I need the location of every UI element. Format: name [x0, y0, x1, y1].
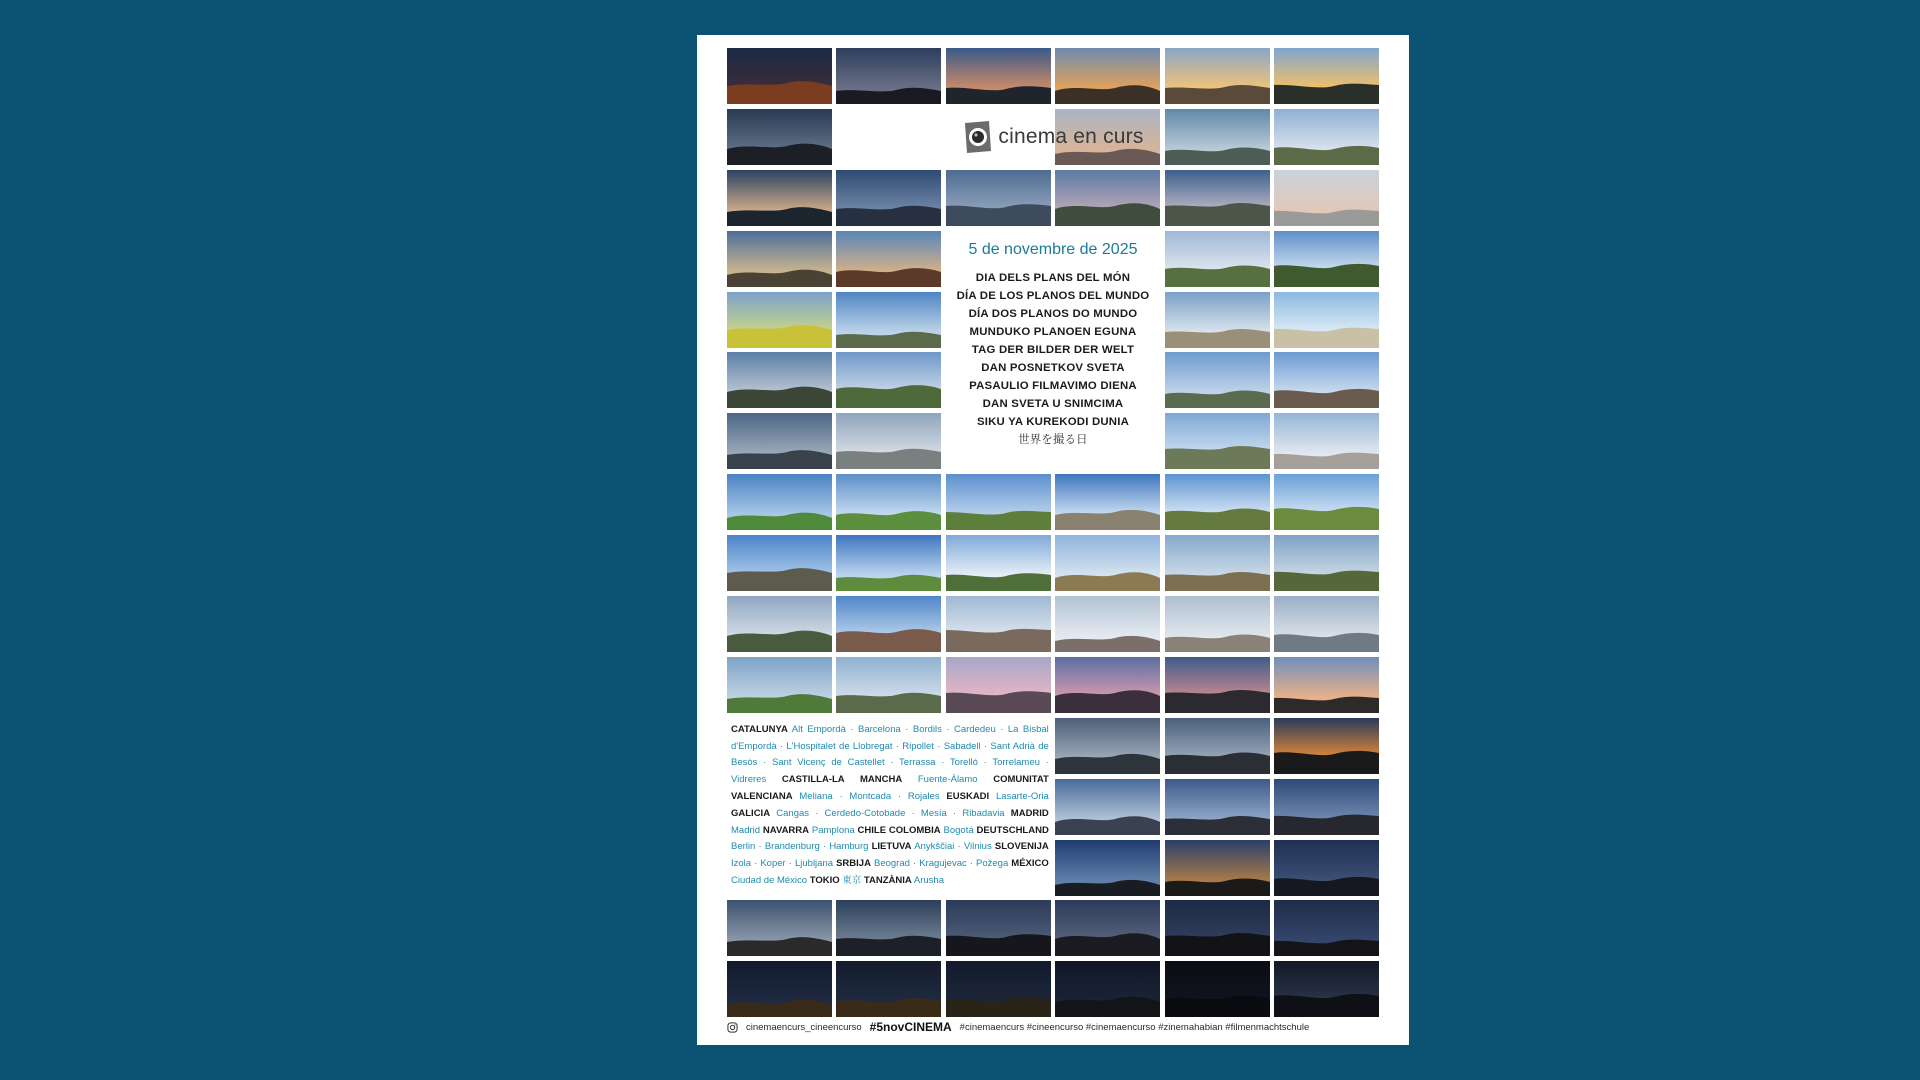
landscape-photo: [1055, 48, 1160, 104]
landscape-photo: [1274, 596, 1379, 652]
instagram-icon: [727, 1022, 738, 1033]
location-cities: Berlin · Brandenburg · Hamburg: [731, 841, 869, 853]
landscape-photo: [1165, 718, 1270, 774]
landscape-photo: [836, 48, 941, 104]
landscape-photo: [1274, 48, 1379, 104]
photo-grid: [727, 48, 1379, 1012]
location-country: CHILE: [857, 824, 887, 836]
location-cities: 東京: [842, 874, 862, 886]
landscape-photo: [1055, 535, 1160, 591]
landscape-photo: [1165, 231, 1270, 287]
landscape-photo: [1055, 170, 1160, 226]
location-country: TANZÀNIA: [863, 874, 912, 886]
location-country: MÉXICO: [1011, 858, 1049, 870]
landscape-photo: [1274, 840, 1379, 896]
camera-lens-icon: [962, 120, 992, 154]
location-cities: Alt Empordà · Barcelona · Bordils · Cardedeu · La Bisbal d'Empordà · L'Hospitalet de Llobregat · Ripollet · Sabadell · Sant Adrià de Besòs · Sant Vicenç de Castellet · Terrassa · Torelló · Torrelameu · Vidreres: [731, 723, 1049, 786]
landscape-photo: [727, 413, 832, 469]
participating-locations: [727, 718, 1051, 896]
location-country: SLOVENIJA: [994, 841, 1049, 853]
location-cities: Fuente-Álamo: [917, 774, 978, 786]
landscape-photo: [1165, 779, 1270, 835]
location-cities: Meliana · Montcada · Rojales: [799, 790, 940, 802]
landscape-photo: [1274, 779, 1379, 835]
location-cities: Cangas · Cerdedo-Cotobade · Mesía · Ribadavia: [776, 807, 1005, 819]
landscape-photo: [946, 596, 1051, 652]
landscape-photo: [727, 170, 832, 226]
landscape-photo: [836, 352, 941, 408]
location-country: CATALUNYA: [731, 723, 788, 735]
landscape-photo: [836, 900, 941, 956]
landscape-photo: [836, 535, 941, 591]
landscape-photo: [1055, 657, 1160, 713]
location-country: NAVARRA: [762, 824, 810, 836]
logo-text: cinema en curs: [998, 124, 1144, 148]
landscape-photo: [1274, 109, 1379, 165]
landscape-photo: [1055, 961, 1160, 1017]
landscape-photo: [727, 474, 832, 530]
location-country: TOKIO: [809, 874, 840, 886]
landscape-photo: [1055, 718, 1160, 774]
location-country: COLOMBIA: [888, 824, 941, 836]
location-cities: Pamplona: [811, 824, 855, 836]
location-country: CASTILLA-LA MANCHA: [781, 774, 903, 786]
landscape-photo: [946, 170, 1051, 226]
landscape-photo: [1274, 292, 1379, 348]
landscape-photo: [836, 596, 941, 652]
event-title-line: 世界を撮る日: [1018, 433, 1088, 446]
landscape-photo: [727, 900, 832, 956]
landscape-photo: [1165, 48, 1270, 104]
poster: [697, 35, 1409, 1045]
landscape-photo: [1274, 718, 1379, 774]
location-cities: Lasarte-Oria: [996, 790, 1049, 802]
landscape-photo: [1274, 231, 1379, 287]
landscape-photo: [727, 961, 832, 1017]
cinema-en-curs-logo: [946, 109, 1160, 165]
landscape-photo: [727, 292, 832, 348]
landscape-photo: [1055, 900, 1160, 956]
landscape-photo: [1274, 535, 1379, 591]
landscape-photo: [1165, 961, 1270, 1017]
landscape-photo: [1165, 170, 1270, 226]
landscape-photo: [946, 657, 1051, 713]
landscape-photo: [1274, 413, 1379, 469]
event-date: 5 de novembre de 2025: [968, 240, 1138, 258]
landscape-photo: [1165, 109, 1270, 165]
landscape-photo: [1274, 352, 1379, 408]
landscape-photo: [1274, 961, 1379, 1017]
landscape-photo: [727, 231, 832, 287]
location-cities: Bogotá: [943, 824, 974, 836]
location-country: SRBIJA: [836, 858, 871, 870]
event-title-line: DÍA DOS PLANOS DO MUNDO: [968, 307, 1138, 320]
landscape-photo: [1165, 352, 1270, 408]
instagram-handle: cinemaencurs_cineencurso: [746, 1021, 862, 1033]
landscape-photo: [1274, 900, 1379, 956]
landscape-photo: [946, 535, 1051, 591]
landscape-photo: [1055, 474, 1160, 530]
landscape-photo: [836, 292, 941, 348]
event-title-line: DAN SVETA U SNIMCIMA: [982, 397, 1124, 410]
landscape-photo: [836, 413, 941, 469]
landscape-photo: [946, 474, 1051, 530]
event-title-line: DÍA DE LOS PLANOS DEL MUNDO: [956, 289, 1150, 302]
location-cities: Madrid: [731, 824, 761, 836]
event-title-line: DIA DELS PLANS DEL MÓN: [975, 271, 1131, 284]
landscape-photo: [946, 900, 1051, 956]
landscape-photo: [1274, 657, 1379, 713]
landscape-photo: [727, 48, 832, 104]
location-cities: Izola · Koper · Ljubljana: [731, 858, 834, 870]
location-cities: Beograd · Kragujevac · Požega: [874, 858, 1009, 870]
event-title-line: MUNDUKO PLANOEN EGUNA: [969, 325, 1137, 338]
landscape-photo: [1165, 413, 1270, 469]
landscape-photo: [727, 535, 832, 591]
landscape-photo: [1274, 170, 1379, 226]
event-info: [946, 231, 1160, 470]
landscape-photo: [1055, 596, 1160, 652]
location-country: MADRID: [1010, 807, 1049, 819]
landscape-photo: [946, 961, 1051, 1017]
event-title-line: PASAULIO FILMAVIMO DIENA: [969, 379, 1137, 392]
landscape-photo: [836, 961, 941, 1017]
location-country: COMUNITAT VALENCIANA: [731, 774, 1049, 802]
location-country: GALICIA: [731, 807, 771, 819]
event-title-line: SIKU YA KUREKODI DUNIA: [976, 415, 1130, 428]
main-hashtag: #5novCINEMA: [869, 1020, 952, 1034]
event-title-line: TAG DER BILDER DER WELT: [971, 343, 1135, 356]
landscape-photo: [1165, 657, 1270, 713]
location-country: EUSKADI: [946, 790, 990, 802]
location-cities: Ciudad de México: [731, 874, 808, 886]
landscape-photo: [1165, 840, 1270, 896]
landscape-photo: [1165, 900, 1270, 956]
landscape-photo: [727, 109, 832, 165]
landscape-photo: [1165, 474, 1270, 530]
landscape-photo: [1165, 292, 1270, 348]
event-title-line: DAN POSNETKOV SVETA: [981, 361, 1125, 374]
landscape-photo: [836, 657, 941, 713]
landscape-photo: [1165, 535, 1270, 591]
location-country: LIETUVA: [871, 841, 912, 853]
poster-footer: [727, 1019, 1379, 1035]
landscape-photo: [836, 474, 941, 530]
landscape-photo: [727, 596, 832, 652]
landscape-photo: [836, 231, 941, 287]
landscape-photo: [727, 657, 832, 713]
location-country: DEUTSCHLAND: [976, 824, 1049, 836]
landscape-photo: [1055, 840, 1160, 896]
landscape-photo: [1165, 596, 1270, 652]
landscape-photo: [1274, 474, 1379, 530]
landscape-photo: [1055, 779, 1160, 835]
location-cities: Anykščiai · Vilnius: [914, 841, 992, 853]
hashtag-list: #cinemaencurs #cineencurso #cinemaencurso #zinemahabian #filmenmachtschule: [959, 1021, 1310, 1033]
landscape-photo: [836, 170, 941, 226]
location-cities: Arusha: [913, 874, 944, 886]
landscape-photo: [727, 352, 832, 408]
landscape-photo: [946, 48, 1051, 104]
